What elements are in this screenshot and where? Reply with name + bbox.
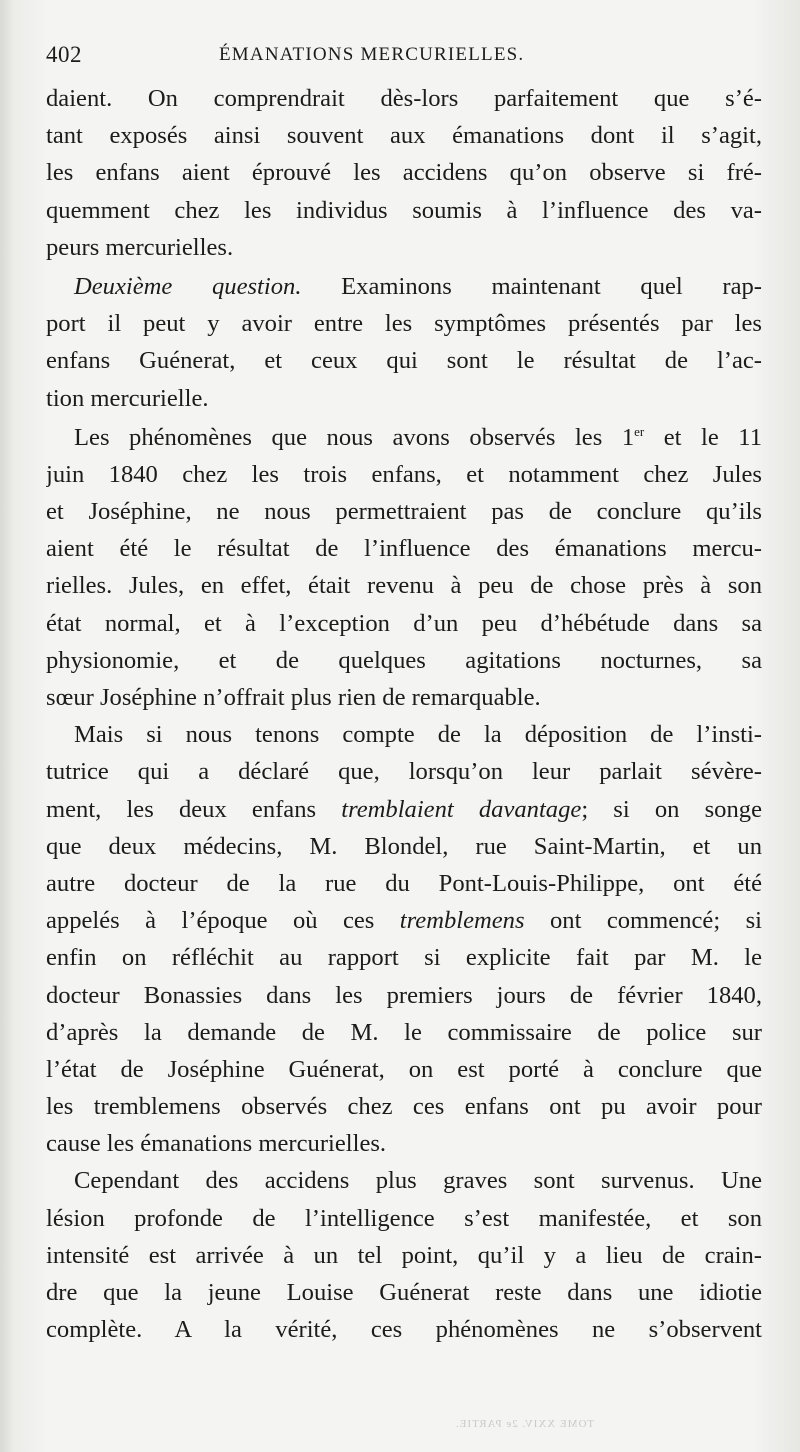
text-span: et le 11 xyxy=(663,423,762,451)
text-line: enfin on réfléchit au rapport si explicite fait par M. le xyxy=(46,944,762,972)
text-line: intensité est arrivée à un tel point, qu’il y a lieu de crain- xyxy=(46,1241,762,1269)
text-line: tant exposés ainsi souvent aux émanations dont il s’agit, xyxy=(46,122,762,150)
text-line: docteur Bonassies dans les premiers jours de février 1840, xyxy=(46,981,762,1009)
superscript: er xyxy=(634,423,645,439)
text-line: les enfans aient éprouvé les accidens qu’on observe si fré- xyxy=(46,159,762,187)
binding-shadow xyxy=(0,0,14,1452)
text-span: Examinons maintenant quel rap- xyxy=(341,272,762,300)
text-span: ont commencé; si xyxy=(549,907,762,935)
italic-phrase: tremblaient davantage xyxy=(341,795,582,823)
text-line: d’après la demande de M. le commissaire de police sur xyxy=(46,1018,762,1046)
text-span: ; si on songe xyxy=(581,795,762,823)
text-line: Mais si nous tenons compte de la déposition de l’insti- xyxy=(74,721,762,749)
bleed-through-footer: TOME XXIV. 2e PARTIE. xyxy=(455,1418,595,1430)
text-line: dre que la jeune Louise Guénerat reste dans une idiotie xyxy=(46,1279,762,1306)
text-line: aient été le résultat de l’influence des émanations mercu- xyxy=(46,535,762,563)
text-span: appelés à l’époque où ces xyxy=(46,907,375,935)
text-line: lésion profonde de l’intelligence s’est manifestée, et son xyxy=(46,1204,762,1232)
text-line xyxy=(46,791,762,828)
text-line: Cependant des accidens plus graves sont survenus. Une xyxy=(74,1167,762,1195)
text-line: et Joséphine, ne nous permettraient pas de conclure qu’ils xyxy=(46,498,762,526)
text-line: enfans Guénerat, et ceux qui sont le résultat de l’ac- xyxy=(46,347,762,375)
text-span: ment, les deux enfans xyxy=(46,795,317,823)
page-header xyxy=(44,38,760,74)
text-line: daient. On comprendrait dès-lors parfaitement que s’é- xyxy=(46,85,762,112)
text-line xyxy=(46,268,762,305)
text-line: peurs mercurielles. xyxy=(46,233,234,261)
text-line: l’état de Joséphine Guénerat, on est porté à conclure que xyxy=(46,1055,762,1083)
text-line: tion mercurielle. xyxy=(46,384,209,412)
text-line: physionomie, et de quelques agitations nocturnes, sa xyxy=(46,646,762,674)
text-line xyxy=(46,902,762,939)
text-line: les tremblemens observés chez ces enfans ont pu avoir pour xyxy=(46,1093,762,1121)
page-number: 402 xyxy=(46,42,82,67)
running-head: ÉMANATIONS MERCURIELLES. xyxy=(219,44,525,65)
text-line: sœur Joséphine n’offrait plus rien de remarquable. xyxy=(46,684,541,711)
text-line: que deux médecins, M. Blondel, rue Saint-Martin, et un xyxy=(46,832,762,860)
text-line: tutrice qui a déclaré que, lorsqu’on leur parlait sévère- xyxy=(46,758,762,786)
text-line: état normal, et à l’exception d’un peu d’hébétude dans sa xyxy=(46,609,762,637)
text-line: rielles. Jules, en effet, était revenu à peu de chose près à son xyxy=(46,572,762,600)
text-line: port il peut y avoir entre les symptômes présentés par les xyxy=(46,310,762,338)
text-line: complète. A la vérité, ces phénomènes ne s’observent xyxy=(46,1316,762,1344)
text-line: quemment chez les individus soumis à l’influence des va- xyxy=(46,196,762,224)
section-heading: Deuxième question. xyxy=(74,272,302,300)
body-text xyxy=(46,80,762,1348)
italic-phrase: tremblemens xyxy=(399,907,525,935)
text-line: autre docteur de la rue du Pont-Louis-Philippe, ont été xyxy=(46,869,762,897)
text-line: cause les émanations mercurielles. xyxy=(46,1130,387,1158)
text-span: Les phénomènes que nous avons observés les 1 xyxy=(74,423,635,451)
text-line: juin 1840 chez les trois enfans, et notamment chez Jules xyxy=(46,460,762,488)
text-line xyxy=(46,419,762,456)
